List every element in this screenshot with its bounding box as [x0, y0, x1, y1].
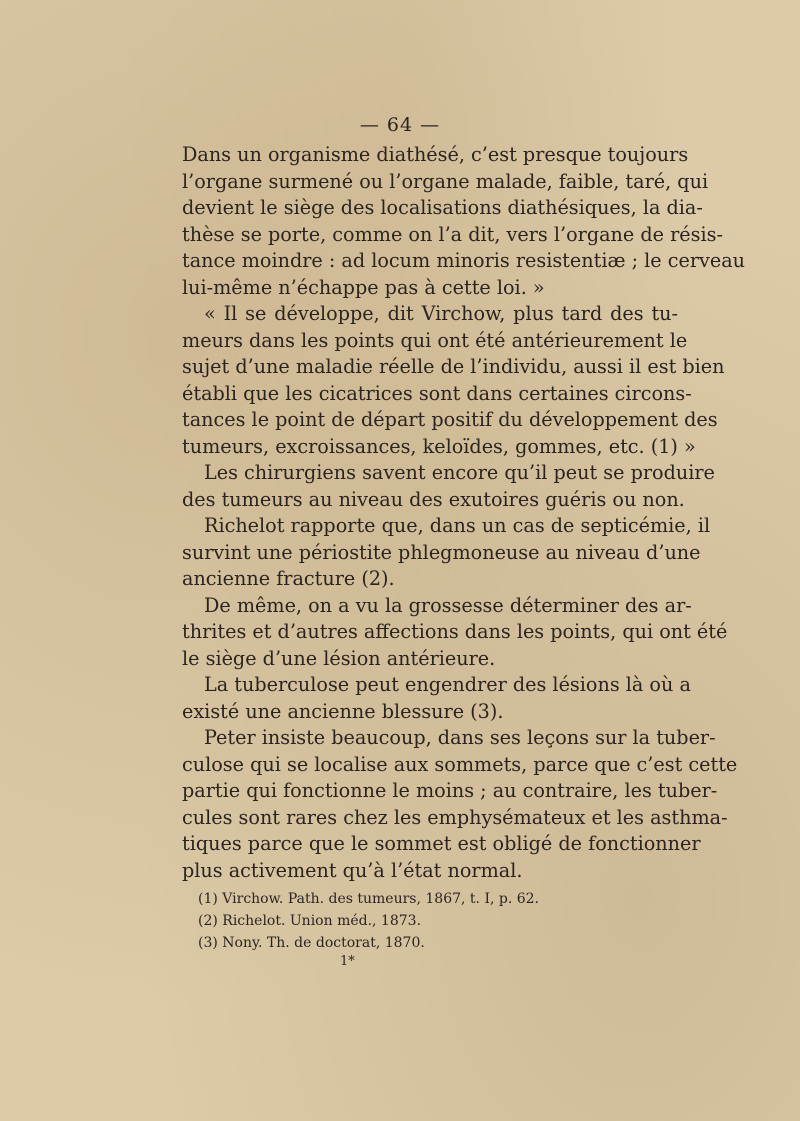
text-line: devient le siège des localisations diathésiques, la dia-	[182, 196, 703, 219]
text-line: tances le point de départ positif du développement des	[182, 408, 718, 431]
text-line: thèse se porte, comme on l’a dit, vers l’organe de résis-	[182, 222, 723, 246]
text-line: « Il se développe, dit Virchow, plus tard des tu-	[204, 302, 678, 325]
text-line: existé une ancienne blessure (3).	[182, 699, 504, 723]
text-line: meurs dans les points qui ont été antérieurement le	[182, 328, 688, 352]
text-line: l’organe surmené ou l’organe malade, faible, taré, qui	[182, 169, 709, 193]
footnote: (3) Nony. Th. de doctorat, 1870.	[198, 935, 425, 951]
text-line: lui-même n’échappe pas à cette loi. »	[182, 275, 545, 299]
text-line: Les chirurgiens savent encore qu’il peut se produire	[204, 461, 715, 484]
text-line: survint une périostite phlegmoneuse au niveau d’une	[182, 540, 701, 564]
text-line: La tuberculose peut engendrer des lésions là où a	[204, 673, 691, 696]
text-line: Dans un organisme diathésé, c’est presque toujours	[182, 143, 689, 166]
text-line: De même, on a vu la grossesse déterminer des ar-	[204, 593, 692, 617]
text-line: des tumeurs au niveau des exutoires guéris ou non.	[182, 487, 685, 511]
text-line: établi que les cicatrices sont dans certaines circons-	[182, 381, 692, 405]
text-line: culose qui se localise aux sommets, parce que c’est cette	[182, 752, 738, 776]
text-line: le siège d’une lésion antérieure.	[182, 646, 496, 670]
footnote: (1) Virchow. Path. des tumeurs, 1867, t. I, p. 62.	[198, 891, 539, 907]
text-line: cules sont rares chez les emphysémateux et les asthma-	[182, 805, 728, 829]
text-line: thrites et d’autres affections dans les points, qui ont été	[182, 620, 728, 643]
text-line: Peter insiste beaucoup, dans ses leçons sur la tuber-	[204, 726, 716, 749]
text-line: partie qui fonctionne le moins ; au contraire, les tuber-	[182, 779, 718, 802]
text-line: Richelot rapporte que, dans un cas de septicémie, il	[204, 514, 711, 537]
signature-mark: 1*	[340, 954, 355, 969]
text-line: ancienne fracture (2).	[182, 567, 395, 590]
text-line: tiques parce que le sommet est obligé de fonctionner	[182, 832, 701, 855]
page-number: — 64 —	[359, 114, 441, 136]
footnotes	[198, 888, 678, 954]
footnote: (2) Richelot. Union méd., 1873.	[198, 913, 422, 929]
body-text	[182, 142, 746, 884]
text-line: tance moindre : ad locum minoris resistentiæ ; le cerveau	[182, 249, 746, 272]
text-line: sujet d’une maladie réelle de l’individu, aussi il est bien	[182, 355, 725, 378]
text-line: tumeurs, excroissances, keloïdes, gommes, etc. (1) »	[182, 434, 696, 458]
text-line: plus activement qu’à l’état normal.	[182, 858, 523, 882]
